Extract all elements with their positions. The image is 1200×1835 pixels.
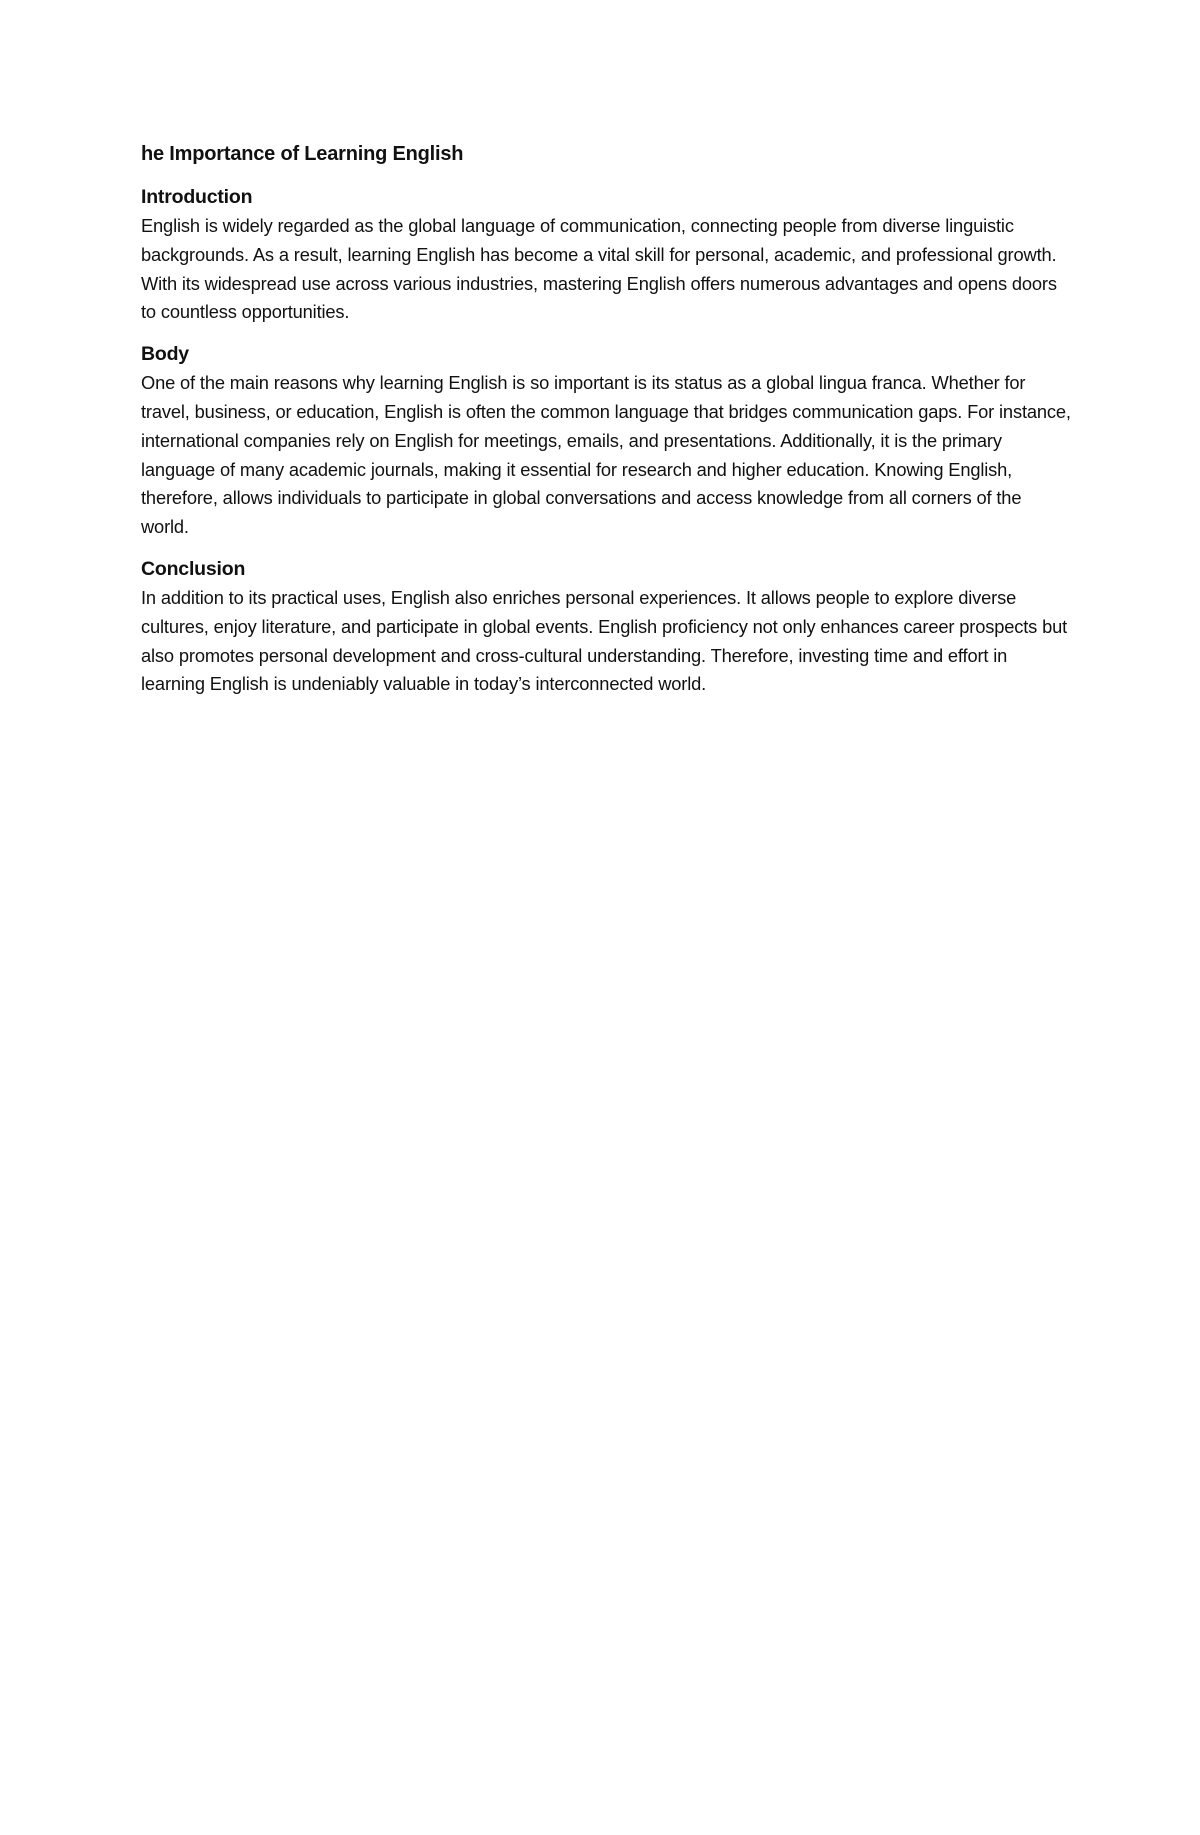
section-paragraph: English is widely regarded as the global language of communication, connecting people from diverse linguistic backgrounds. As a result, learning English has become a vital skill for personal, academic, and professional growth. With its widespread use across various industries, mastering English offers numerous advantages and opens doors to countless opportunities. [141,215,1057,323]
section-heading: Body [141,343,189,366]
document-title: he Importance of Learning English [141,143,464,165]
section-body [141,340,1071,542]
section-conclusion [141,555,1071,699]
document-content [141,140,1071,712]
section-introduction [141,183,1071,327]
section-heading: Introduction [141,186,253,208]
section-heading: Conclusion [141,557,246,580]
section-paragraph: In addition to its practical uses, English also enriches personal experiences. It allows people to explore diverse cultures, enjoy literature, and participate in global events. English proficiency not only enhances career prospects but also promotes personal development and cross-cultural understanding. Therefore, investing time and effort in learning English is undeniably valuable in today’s interconnected world. [141,586,1068,695]
section-paragraph: One of the main reasons why learning English is so important is its status as a global lingua franca. Whether for travel, business, or education, English is often the common language that bridges communication gaps. For instance, international companies rely on English for meetings, emails, and presentations. Additionally, it is the primary language of many academic journals, making it essential for research and higher education. Knowing English, therefore, allows individuals to participate in global conversations and access knowledge from all corners of the world. [141,372,1071,538]
